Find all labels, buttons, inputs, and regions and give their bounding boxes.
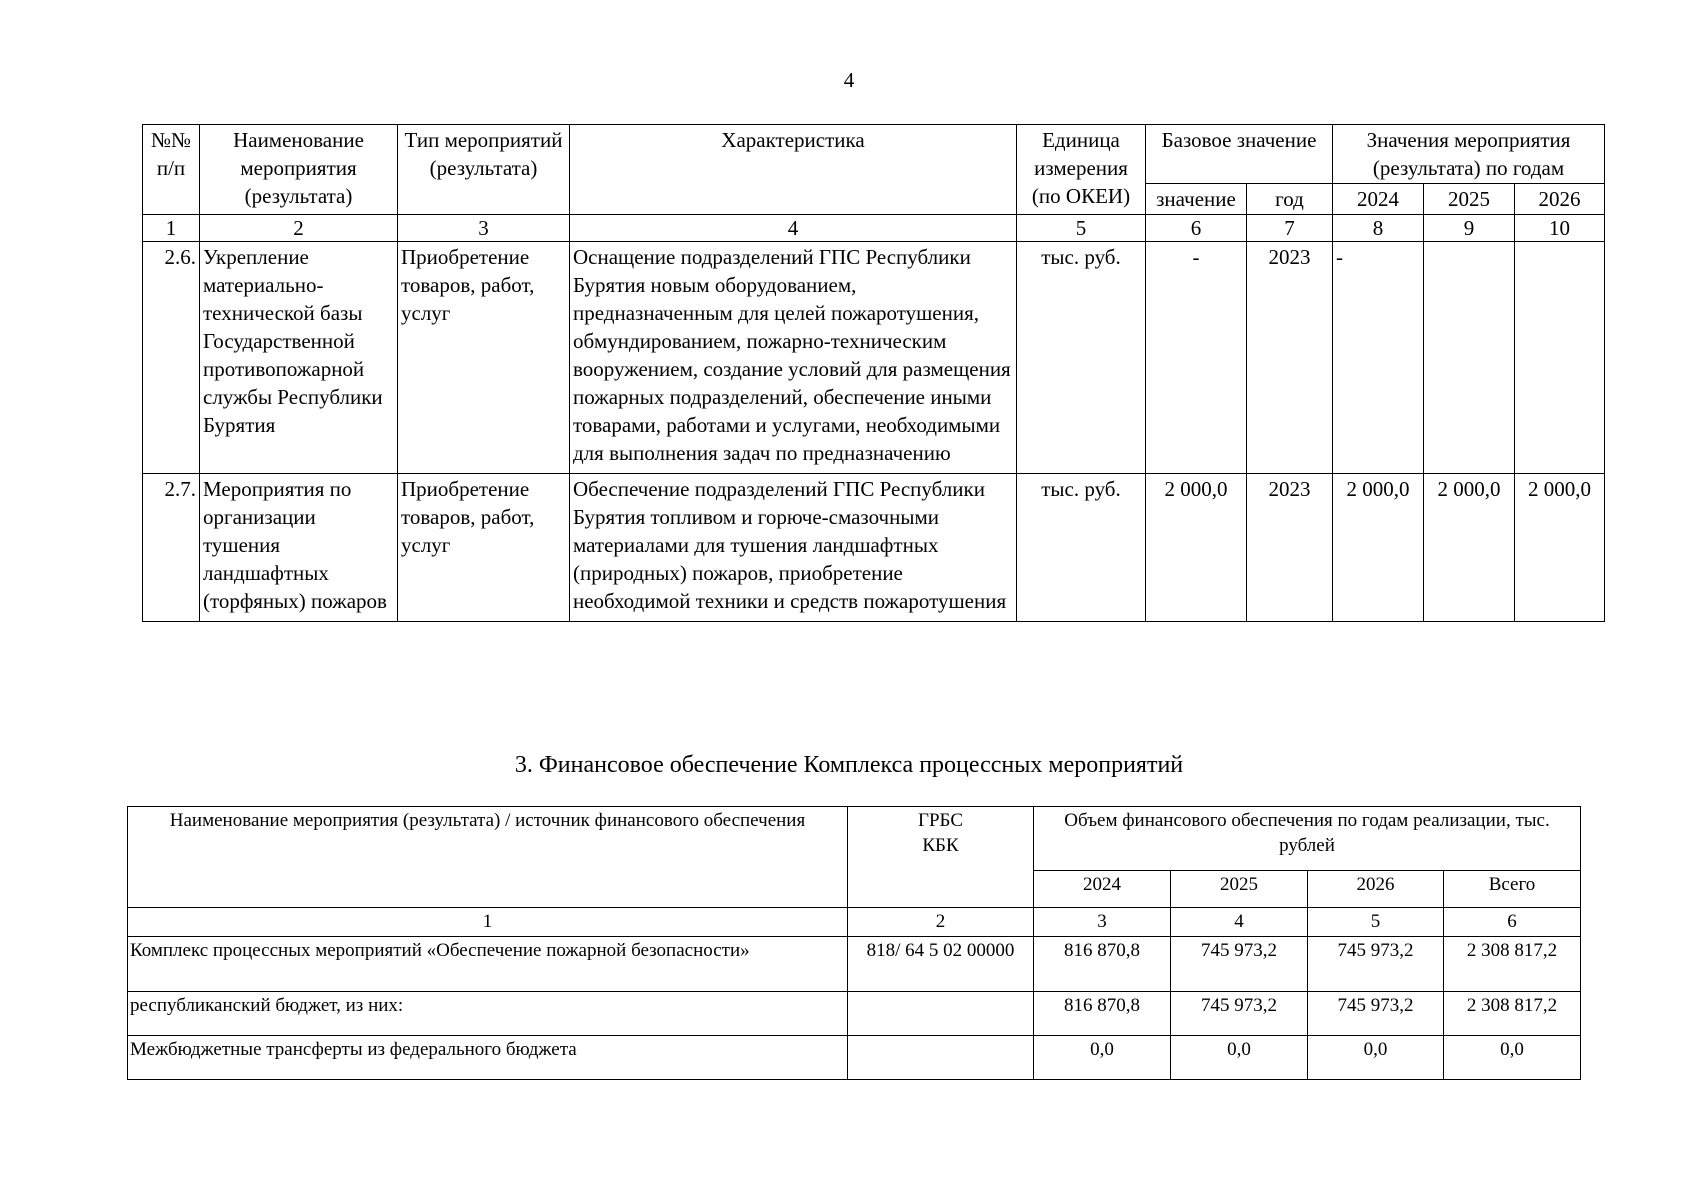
row-num: 2.7.: [143, 474, 200, 622]
header-year: 2026: [1308, 871, 1444, 908]
row-value-2024: 2 000,0: [1333, 474, 1424, 622]
row-value-2026: 745 973,2: [1308, 937, 1444, 992]
row-code: [848, 1036, 1034, 1080]
financing-table: [127, 806, 1581, 1080]
header-year: 2024: [1333, 184, 1424, 215]
row-base-value: 2 000,0: [1146, 474, 1247, 622]
table-row: [143, 242, 1605, 474]
column-number: 8: [1333, 215, 1424, 242]
column-number: 2: [200, 215, 398, 242]
row-name: Межбюджетные трансферты из федерального бюджета: [128, 1036, 848, 1080]
column-number: 1: [143, 215, 200, 242]
row-unit: тыс. руб.: [1017, 474, 1146, 622]
page-number: 4: [843, 68, 855, 92]
row-value-2026: 2 000,0: [1515, 474, 1605, 622]
row-code: 818/ 64 5 02 00000: [848, 937, 1034, 992]
row-name: республиканский бюджет, из них:: [128, 992, 848, 1036]
column-number: 6: [1146, 215, 1247, 242]
header-grbs-kbk: [848, 807, 1034, 908]
header-volume: Объем финансового обеспечения по годам реализации, тыс. рублей: [1034, 807, 1581, 871]
row-code: [848, 992, 1034, 1036]
header-base-year: год: [1247, 184, 1333, 215]
row-base-value: -: [1146, 242, 1247, 474]
row-type: Приобретение товаров, работ, услуг: [398, 242, 570, 474]
header-unit: Единица измерения (по ОКЕИ): [1017, 125, 1146, 215]
table-row: [128, 1036, 1581, 1080]
row-value-2025: 0,0: [1171, 1036, 1308, 1080]
header-total: Всего: [1444, 871, 1581, 908]
row-characteristic: Оснащение подразделений ГПС Республики Бурятия новым оборудованием, предназначенным для целей пожаротушения, обмундированием, пожарно-техническим вооружением, создание условий для размещения пожарных подразделений, обеспечение иными товарами, работами и услугами, необходимыми для выполнения задач по предназначению: [570, 242, 1017, 474]
row-type: Приобретение товаров, работ, услуг: [398, 474, 570, 622]
table-header-row: [143, 125, 1605, 184]
header-grbs: ГРБС: [917, 810, 963, 831]
header-values: Значения мероприятия (результата) по годам: [1333, 125, 1605, 184]
row-value-2026: [1515, 242, 1605, 474]
header-characteristic: Характеристика: [570, 125, 1017, 215]
row-total: 2 308 817,2: [1444, 937, 1581, 992]
column-number: 4: [570, 215, 1017, 242]
header-year: 2025: [1424, 184, 1515, 215]
table-row: [143, 474, 1605, 622]
column-number: 4: [1171, 908, 1308, 937]
row-value-2024: -: [1333, 242, 1424, 474]
section-heading: 3. Финансовое обеспечение Комплекса процессных мероприятий: [514, 752, 1184, 778]
row-value-2024: 816 870,8: [1034, 937, 1171, 992]
row-name: Укрепление материально-технической базы Государственной противопожарной службы Республики Бурятия: [200, 242, 398, 474]
header-year: 2026: [1515, 184, 1605, 215]
row-value-2025: 2 000,0: [1424, 474, 1515, 622]
column-number: 3: [398, 215, 570, 242]
table-header-row: [128, 807, 1581, 871]
row-total: 2 308 817,2: [1444, 992, 1581, 1036]
header-base: Базовое значение: [1146, 125, 1333, 184]
column-number-row: [128, 908, 1581, 937]
header-name: Наименование мероприятия (результата): [200, 125, 398, 215]
column-number: 2: [848, 908, 1034, 937]
header-year: 2025: [1171, 871, 1308, 908]
column-number: 5: [1017, 215, 1146, 242]
row-characteristic: Обеспечение подразделений ГПС Республики Бурятия топливом и горюче-смазочными материалами для тушения ландшафтных (природных) пожаров, приобретение необходимой техники и средств пожаротушения: [570, 474, 1017, 622]
column-number: 6: [1444, 908, 1581, 937]
row-unit: тыс. руб.: [1017, 242, 1146, 474]
column-number-row: [143, 215, 1605, 242]
column-number: 3: [1034, 908, 1171, 937]
events-table: [142, 124, 1605, 622]
column-number: 10: [1515, 215, 1605, 242]
row-value-2026: 745 973,2: [1308, 992, 1444, 1036]
column-number: 9: [1424, 215, 1515, 242]
header-name: Наименование мероприятия (результата) / источник финансового обеспечения: [128, 807, 848, 908]
row-base-year: 2023: [1247, 242, 1333, 474]
header-type: Тип мероприятий (результата): [398, 125, 570, 215]
row-value-2024: 0,0: [1034, 1036, 1171, 1080]
header-year: 2024: [1034, 871, 1171, 908]
row-num: 2.6.: [143, 242, 200, 474]
table-row: [128, 937, 1581, 992]
row-name: Мероприятия по организации тушения ландшафтных (торфяных) пожаров: [200, 474, 398, 622]
table-row: [128, 992, 1581, 1036]
row-name: Комплекс процессных мероприятий «Обеспечение пожарной безопасности»: [128, 937, 848, 992]
column-number: 7: [1247, 215, 1333, 242]
header-base-value: значение: [1146, 184, 1247, 215]
column-number: 1: [128, 908, 848, 937]
row-base-year: 2023: [1247, 474, 1333, 622]
row-value-2024: 816 870,8: [1034, 992, 1171, 1036]
header-num: №№ п/п: [143, 125, 200, 215]
row-value-2025: 745 973,2: [1171, 992, 1308, 1036]
row-value-2025: [1424, 242, 1515, 474]
row-value-2026: 0,0: [1308, 1036, 1444, 1080]
header-kbk: КБК: [922, 835, 959, 856]
column-number: 5: [1308, 908, 1444, 937]
row-total: 0,0: [1444, 1036, 1581, 1080]
row-value-2025: 745 973,2: [1171, 937, 1308, 992]
